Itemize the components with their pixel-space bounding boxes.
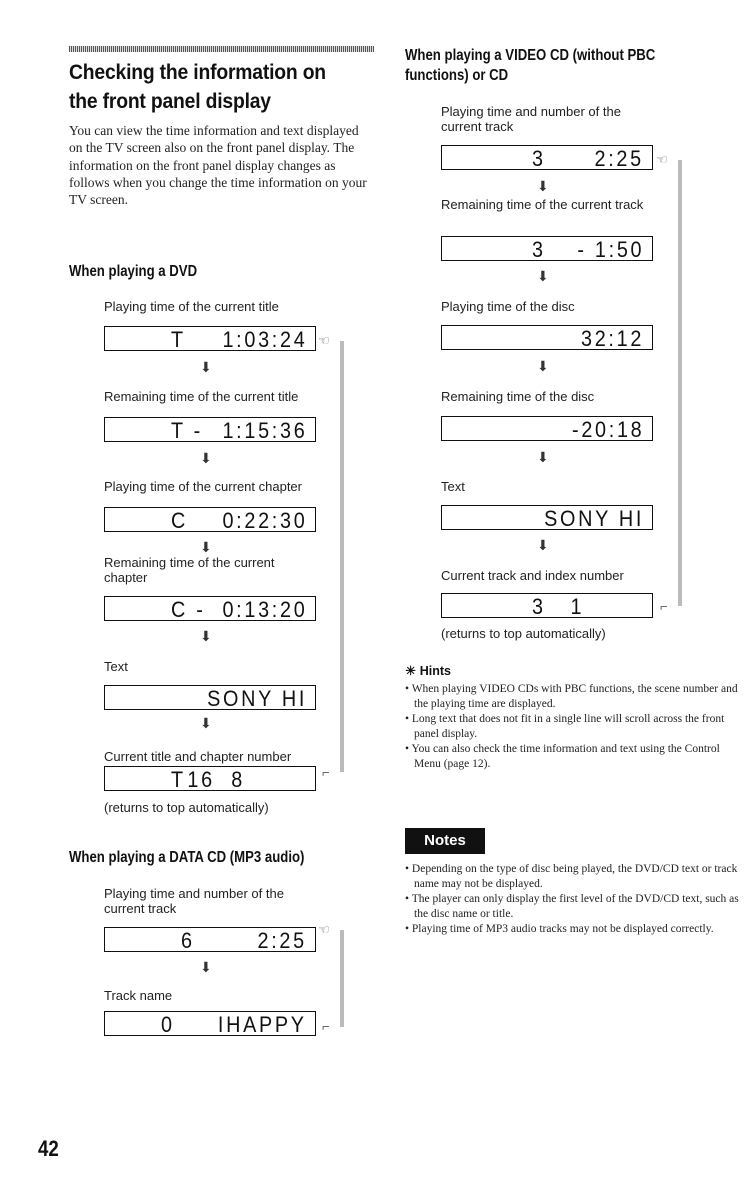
lcd-label: 3	[532, 594, 546, 618]
lcd-value: -20:18	[571, 417, 644, 441]
lcd-value: 0:22:30	[222, 508, 307, 532]
down-arrow-icon: ⬇	[200, 628, 212, 644]
lcd-display	[441, 145, 653, 170]
hints-title: Hints	[419, 664, 451, 678]
vcd-step-caption: Playing time and number of the current track	[441, 104, 621, 134]
lcd-display	[441, 416, 653, 441]
lcd-label: C -	[171, 597, 206, 621]
title-rule	[69, 46, 374, 52]
lcd-value: IHAPPY	[218, 1012, 307, 1036]
lcd-display	[104, 507, 316, 532]
return-note: (returns to top automatically)	[104, 800, 269, 815]
vcd-loop-line	[656, 160, 682, 606]
lcd-display	[104, 417, 316, 442]
vcd-step-caption: Playing time of the disc	[441, 299, 575, 314]
mp3-step-caption: Playing time and number of the current track	[104, 886, 284, 916]
hand-pointer-icon: ☜	[656, 152, 668, 167]
lcd-display	[441, 593, 653, 618]
lcd-label: 3	[532, 237, 546, 261]
mp3-step-caption: Track name	[104, 988, 173, 1003]
lcd-label: 3	[532, 146, 546, 170]
lcd-value: - 1:50	[577, 237, 644, 261]
vcd-step-caption: Remaining time of the disc	[441, 389, 595, 404]
list-item: • You can also check the time information and text using the Control Menu (page 12).	[405, 743, 720, 770]
lcd-value: 1:15:36	[222, 418, 307, 442]
lcd-value: 1:03:24	[222, 327, 307, 351]
list-item: • The player can only display the first level of the DVD/CD text, such as the disc name or title.	[405, 893, 739, 920]
down-arrow-icon: ⬇	[537, 178, 549, 194]
dvd-heading: When playing a DVD	[69, 263, 198, 280]
dvd-step-caption: Playing time of the current title	[104, 299, 279, 314]
hints-section	[405, 664, 740, 772]
lcd-value: 0:13:20	[222, 597, 307, 621]
down-arrow-icon: ⬇	[200, 450, 212, 466]
dvd-step-caption: Remaining time of the current chapter	[104, 555, 275, 585]
down-arrow-icon: ⬇	[200, 959, 212, 975]
lcd-value: SONY HI	[544, 506, 644, 530]
down-arrow-icon: ⬇	[537, 449, 549, 465]
dvd-loop-line	[318, 341, 344, 772]
dvd-step-caption: Current title and chapter number	[104, 749, 292, 764]
vcd-step-caption: Text	[441, 479, 465, 494]
lcd-label: T	[171, 767, 186, 791]
down-arrow-icon: ⬇	[537, 537, 549, 553]
hand-pointer-icon: ☜	[318, 922, 330, 937]
down-arrow-icon: ⬇	[537, 358, 549, 374]
dvd-step-caption: Text	[104, 659, 128, 674]
lcd-value: 2:25	[594, 146, 644, 170]
return-note: (returns to top automatically)	[441, 626, 606, 641]
intro-paragraph: You can view the time information and text displayed on the TV screen also on the front panel display. The information on the front panel display changes as follows when you change the time information on your TV screen.	[69, 123, 367, 208]
lcd-display	[104, 927, 316, 952]
notes-badge: Notes	[405, 828, 485, 854]
vcd-step-caption: Current track and index number	[441, 568, 624, 583]
lcd-value: 1	[570, 594, 584, 618]
dvd-step-caption: Playing time of the current chapter	[104, 479, 302, 494]
lcd-value: 32:12	[580, 326, 644, 350]
mp3-heading: When playing a DATA CD (MP3 audio)	[69, 849, 305, 866]
lcd-display	[104, 766, 316, 791]
loop-return-icon: ⌐	[660, 599, 668, 614]
lcd-value: SONY HI	[207, 686, 307, 710]
lcd-display	[441, 505, 653, 530]
page-number: 42	[38, 1136, 59, 1161]
notes-list	[405, 862, 740, 938]
down-arrow-icon: ⬇	[200, 539, 212, 555]
lightbulb-icon: ☀	[405, 664, 417, 678]
down-arrow-icon: ⬇	[537, 268, 549, 284]
down-arrow-icon: ⬇	[200, 715, 212, 731]
lcd-label: 6	[181, 928, 195, 952]
loop-return-icon: ⌐	[322, 1019, 330, 1034]
list-item: • Depending on the type of disc being played, the DVD/CD text or track name may not be displayed.	[405, 863, 738, 890]
lcd-value: 16 8	[187, 767, 245, 791]
lcd-display	[104, 1011, 316, 1036]
page-title: Checking the information on the front panel display	[69, 61, 326, 113]
lcd-label: 0	[161, 1012, 175, 1036]
list-item: • When playing VIDEO CDs with PBC functions, the scene number and the playing time are displayed.	[405, 683, 738, 710]
vcd-step-caption: Remaining time of the current track	[441, 197, 644, 212]
list-item: • Long text that does not fit in a single line will scroll across the front panel display.	[405, 713, 725, 740]
lcd-display	[441, 236, 653, 261]
lcd-label: T	[171, 327, 186, 351]
hand-pointer-icon: ☜	[318, 333, 330, 348]
lcd-label: T -	[171, 418, 203, 442]
loop-return-icon: ⌐	[322, 765, 330, 780]
lcd-value: 2:25	[257, 928, 307, 952]
dvd-step-caption: Remaining time of the current title	[104, 389, 299, 404]
lcd-display	[104, 596, 316, 621]
hints-heading	[405, 664, 740, 679]
lcd-display	[104, 326, 316, 351]
hints-list	[405, 682, 740, 771]
list-item: • Playing time of MP3 audio tracks may not be displayed correctly.	[405, 923, 714, 935]
mp3-loop-line	[318, 930, 344, 1027]
lcd-display	[441, 325, 653, 350]
lcd-label: C	[171, 508, 189, 532]
down-arrow-icon: ⬇	[200, 359, 212, 375]
vcd-heading: When playing a VIDEO CD (without PBC functions) or CD	[405, 47, 656, 84]
lcd-display	[104, 685, 316, 710]
